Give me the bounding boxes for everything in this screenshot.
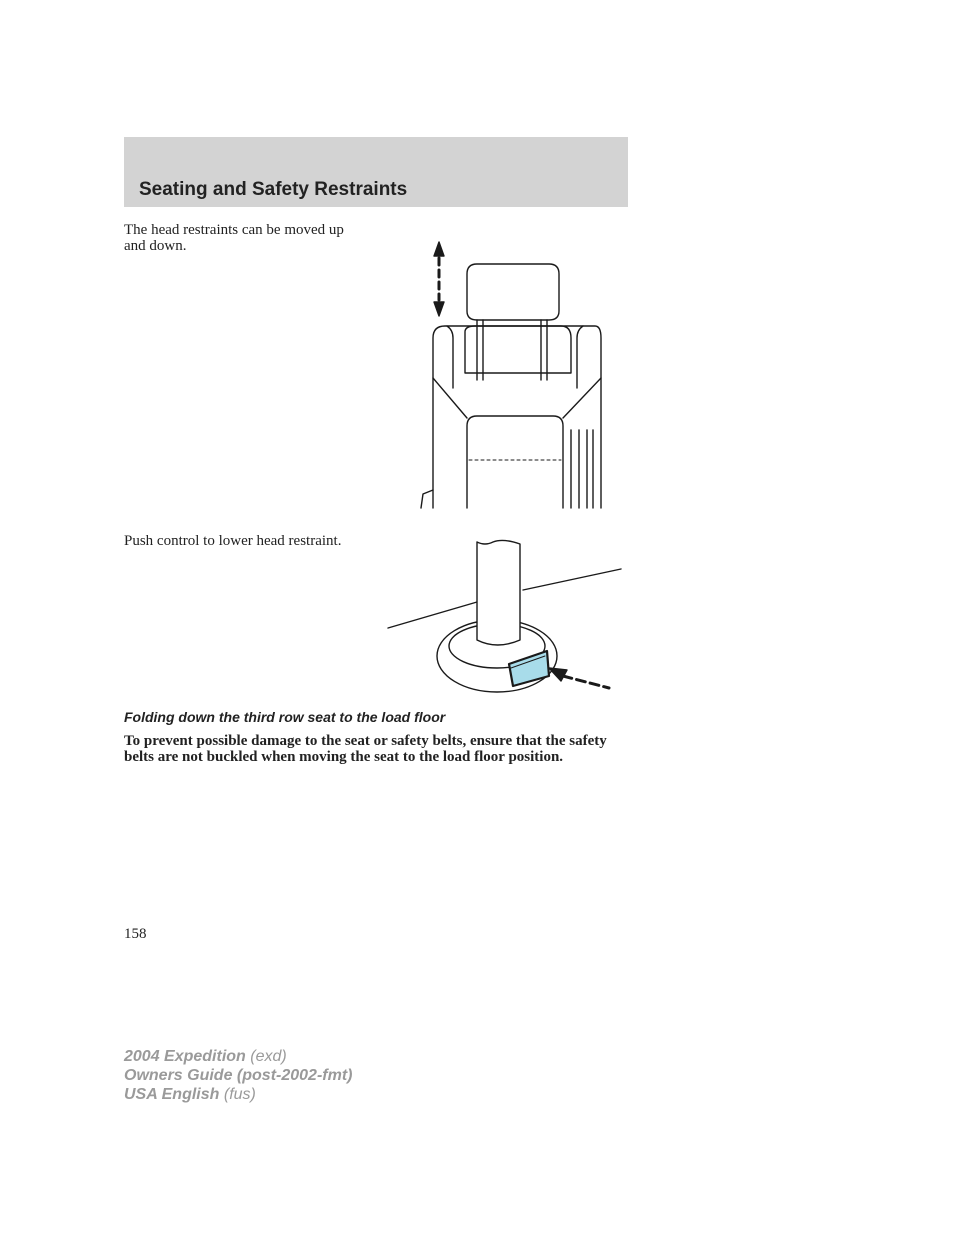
footer-line-3: USA English (fus)	[124, 1086, 256, 1103]
page-number: 158	[124, 926, 147, 942]
pointer-arrow-icon	[549, 668, 567, 681]
subheading: Folding down the third row seat to the load floor	[124, 709, 446, 725]
footer	[124, 1047, 352, 1104]
head-restraint	[467, 264, 559, 320]
footer-line-2: Owners Guide (post-2002-fmt)	[124, 1067, 353, 1084]
footer-line-1: 2004 Expedition (exd)	[124, 1048, 287, 1065]
section-header	[124, 137, 628, 207]
head-restraint-control-illustration	[385, 536, 625, 698]
section-title: Seating and Safety Restraints	[139, 179, 408, 200]
push-control-text: Push control to lower head restraint.	[124, 533, 342, 549]
head-restraint-post	[477, 540, 520, 645]
arrow-up-icon	[434, 242, 444, 256]
head-restraint-illustration	[415, 238, 607, 510]
arrow-down-icon	[434, 302, 444, 316]
warning-text: To prevent possible damage to the seat or safety belts, ensure that the safety belts are not buckled when moving the seat to the load floor position.	[124, 733, 607, 765]
head-restraint-text: The head restraints can be moved up and down.	[124, 222, 344, 254]
